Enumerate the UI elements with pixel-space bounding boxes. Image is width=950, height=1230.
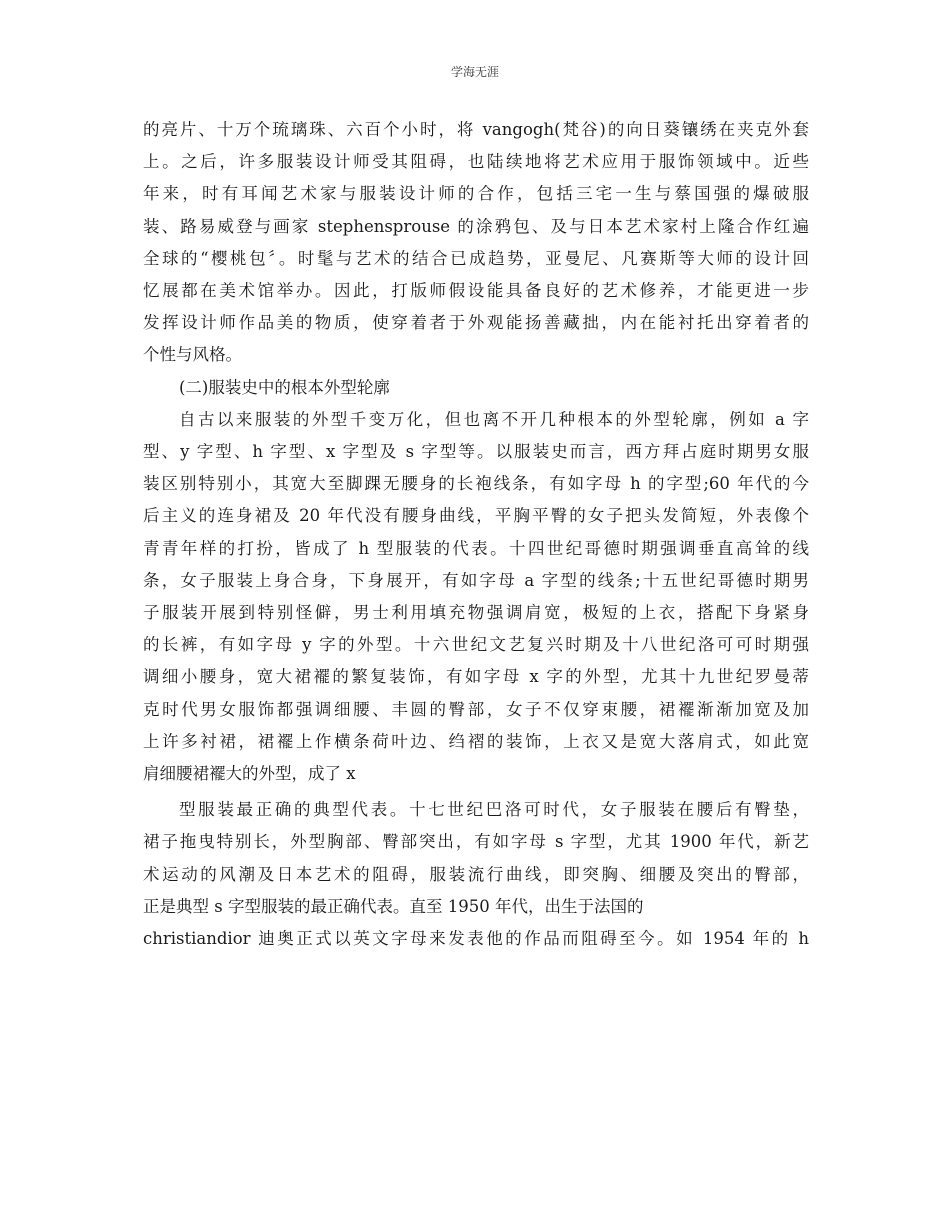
text-line: 肩细腰裙襬大的外型，成了 x [143,764,356,784]
text-line: 的亮片、十万个琉璃珠、六百个小时，将 vangogh(梵谷)的向日葵镶绣在夹克外套 [143,120,809,139]
text-line: 装区别特别小，其宽大至脚踝无腰身的长袍线条，有如字母 h 的字型;60 年代的今 [143,474,809,494]
page-header: 学海无涯 [450,65,499,79]
text-line: 自古以来服装的外型千变万化，但也离不开几种根本的外型轮廓，例如 a 字 [179,409,809,429]
document-body [143,114,809,955]
section-heading [143,372,809,404]
text-line: 条，女子服装上身合身，下身展开，有如字母 a 字型的线条;十五世纪哥德时期男 [143,570,809,590]
section-heading-text: (二)服装史中的根本外型轮廓 [179,377,390,397]
text-line: 年来，时有耳闻艺术家与服装设计师的合作，包括三宅一生与蔡国强的爆破服 [143,184,809,204]
text-line: christiandior 迪奥正式以英文字母来发表他的作品而阻碍至今。如 1954 年的 h [143,929,809,949]
paragraph-silhouette-history [143,404,809,790]
text-line: 后主义的连身裙及 20 年代没有腰身曲线，平胸平臀的女子把头发简短，外表像个 [143,506,809,526]
text-line: 上。之后，许多服装设计师受其阻碍，也陆续地将艺术应用于服饰领域中。近些 [143,152,809,172]
text-line: 发挥设计师作品美的物质，使穿着者于外观能扬善藏拙，内在能衬托出穿着者的 [143,313,809,333]
text-line: 装、路易威登与画家 stephensprouse 的涂鸦包、及与日本艺术家村上隆合作红遍 [143,216,809,236]
paragraph-s-silhouette [143,794,809,955]
paragraph-art-and-fashion [143,114,809,372]
text-line: 正是典型 s 字型服装的最正确代表。直至 1950 年代，出生于法国的 [143,896,644,916]
text-line: 型、y 字型、h 字型、x 字型及 s 字型等。以服装史而言，西方拜占庭时期男女服 [143,442,809,462]
text-line: 上许多衬裙，裙襬上作横条荷叶边、绉褶的装饰，上衣又是宽大落肩式，如此宽 [143,731,809,751]
text-line: 克时代男女服饰都强调细腰、丰圆的臀部，女子不仅穿束腰，裙襬渐渐加宽及加 [143,699,809,719]
text-line: 术运动的风潮及日本艺术的阻碍，服装流行曲线，即突胸、细腰及突出的臀部， [143,864,809,884]
text-line: 型服装最正确的典型代表。十七世纪巴洛可时代，女子服装在腰后有臀垫， [179,800,809,820]
text-line: 裙子拖曳特别长，外型胸部、臀部突出，有如字母 s 字型，尤其 1900 年代，新艺 [143,832,809,852]
text-line: 子服装开展到特别怪僻，男士利用填充物强调肩宽，极短的上衣，搭配下身紧身 [143,603,809,623]
text-line: 青青年样的打扮，皆成了 h 型服装的代表。十四世纪哥德时期强调垂直高耸的线 [143,538,809,558]
text-line: 个性与风格。 [143,345,242,365]
text-line: 的长裤，有如字母 y 字的外型。十六世纪文艺复兴时期及十八世纪洛可可时期强 [143,635,809,655]
text-line: 全球的“樱桃包〞。时髦与艺术的结合已成趋势，亚曼尼、凡赛斯等大师的设计回 [143,248,809,268]
text-line: 忆展都在美术馆举办。因此，打版师假设能具备良好的艺术修养，才能更进一步 [143,281,809,301]
text-line: 调细小腰身，宽大裙襬的繁复装饰，有如字母 x 字的外型，尤其十九世纪罗曼蒂 [143,667,809,687]
